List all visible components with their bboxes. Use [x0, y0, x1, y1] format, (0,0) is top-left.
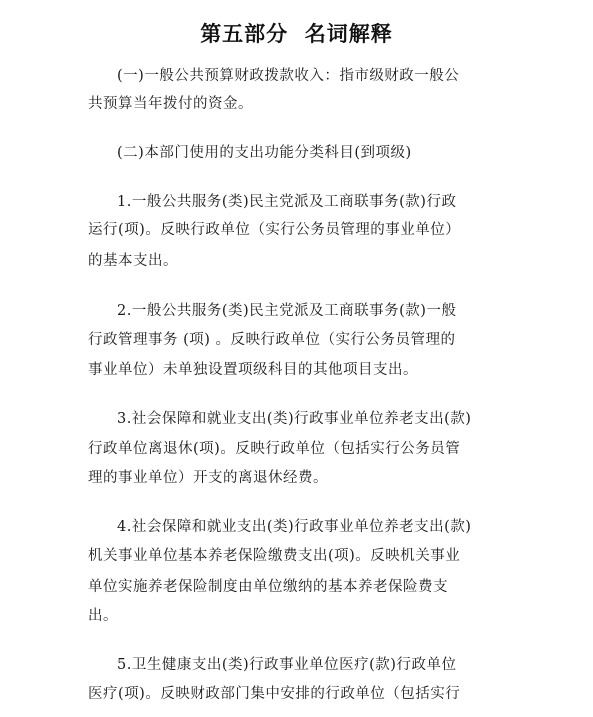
item-3-line-3: 理的事业单位）开支的离退休经费。: [88, 470, 328, 486]
item-4-line-4: 出。: [88, 608, 118, 624]
item-1-line-3: 的基本支出。: [88, 253, 178, 269]
item-1-line-1: 1.一般公共服务(类)民主党派及工商联事务(款)行政: [117, 194, 457, 210]
item-4-line-1: 4.社会保障和就业支出(类)行政事业单位养老支出(款): [117, 519, 472, 535]
item-3-line-2: 行政单位离退休(项)。反映行政单位（包括实行公务员管: [88, 441, 461, 457]
item-5-line-2: 医疗(项)。反映财政部门集中安排的行政单位（包括实行: [88, 686, 461, 702]
item-1-line-2: 运行(项)。反映行政单位（实行公务员管理的事业单位）: [88, 222, 461, 238]
item-5-line-1: 5.卫生健康支出(类)行政事业单位医疗(款)行政单位: [117, 657, 457, 673]
page-title: 第五部分 名词解释: [200, 22, 393, 46]
item-2-line-1: 2.一般公共服务(类)民主党派及工商联事务(款)一般: [117, 303, 457, 319]
item-3-line-1: 3.社会保障和就业支出(类)行政事业单位养老支出(款): [117, 411, 472, 427]
item-4-line-3: 单位实施养老保险制度由单位缴纳的基本养老保险费支: [88, 579, 448, 595]
item-2-line-2: 行政管理事务 (项) 。反映行政单位（实行公务员管理的: [88, 332, 456, 348]
section-2-line-1: (二)本部门使用的支出功能分类科目(到项级): [117, 145, 412, 161]
item-4-line-2: 机关事业单位基本养老保险缴费支出(项)。反映机关事业: [88, 548, 461, 564]
item-2-line-3: 事业单位）未单独设置项级科目的其他项目支出。: [88, 362, 418, 378]
section-1-line-1: (一)一般公共预算财政拨款收入：指市级财政一般公: [117, 68, 460, 84]
section-1-line-2: 共预算当年拨付的资金。: [88, 96, 253, 112]
